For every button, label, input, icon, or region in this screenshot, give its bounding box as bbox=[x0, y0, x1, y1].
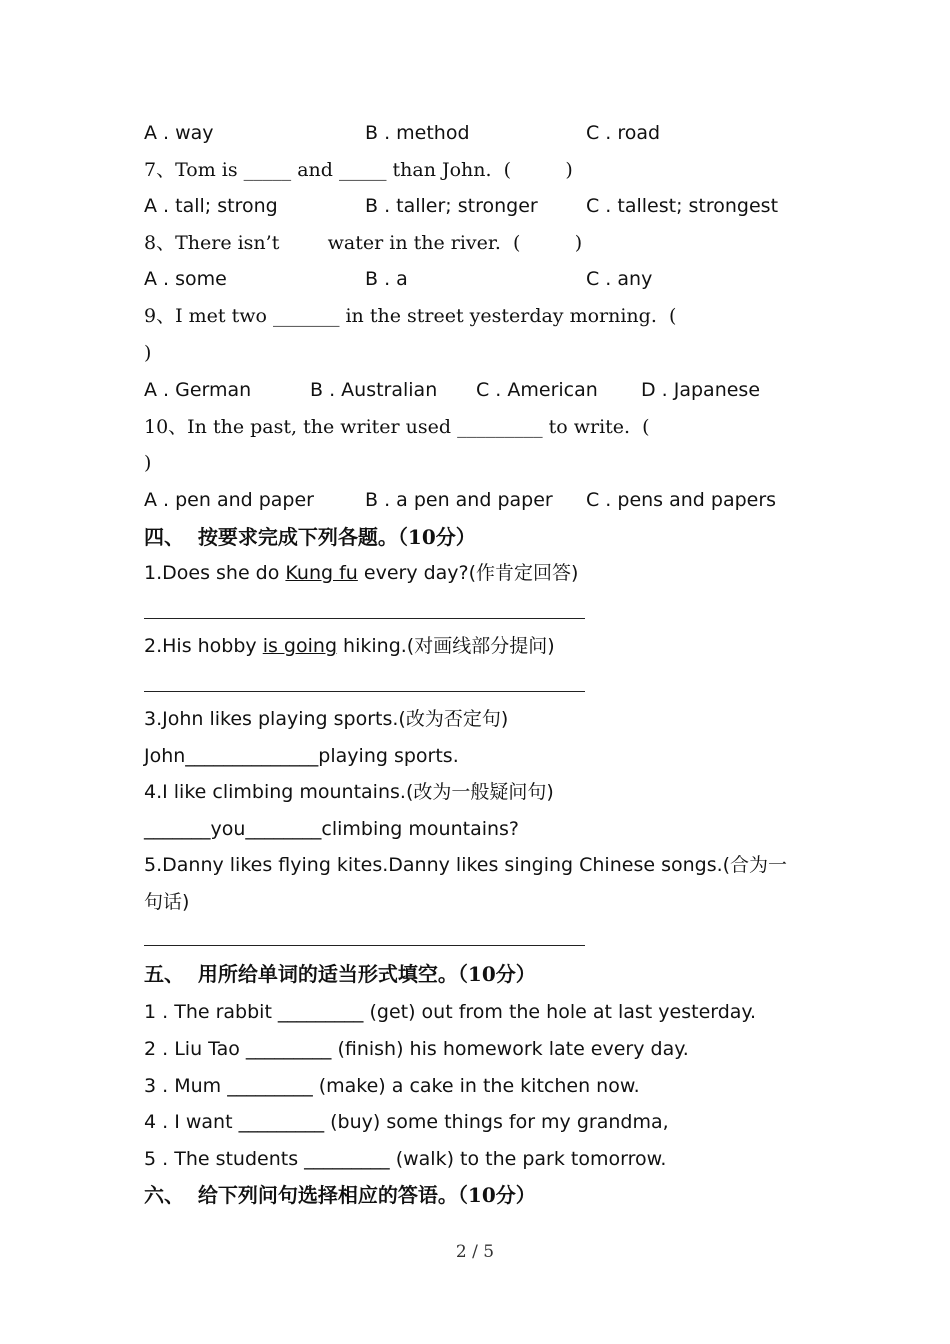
q10-option-a: A . pen and paper bbox=[144, 489, 314, 511]
q6-option-b: B . method bbox=[365, 122, 470, 144]
q7-option-a: A . tall; strong bbox=[144, 195, 278, 217]
q8-option-b: B . a bbox=[365, 268, 408, 290]
section4-item1-instruction: every day?(作肯定回答) bbox=[357, 562, 579, 584]
section5-title: 五、 用所给单词的适当形式填空。（10分） bbox=[144, 962, 536, 986]
section4-item2-underlined: is going bbox=[262, 635, 338, 657]
q9-option-a: A . German bbox=[144, 379, 252, 401]
q8-stem: 8、There isn’t water in the river. ( ) bbox=[144, 232, 583, 254]
q10-paren: ) bbox=[144, 452, 152, 474]
section4-item1 bbox=[144, 561, 578, 585]
q7-option-b: B . taller; stronger bbox=[365, 195, 538, 217]
q10-option-b: B . a pen and paper bbox=[365, 489, 553, 511]
q6-option-c: C . road bbox=[586, 122, 661, 144]
section4-item2-text: 2.His hobby bbox=[144, 635, 263, 657]
q7-option-c: C . tallest; strongest bbox=[586, 195, 779, 217]
section5-item: 2 . Liu Tao _________ (finish) his homework late every day. bbox=[144, 1038, 689, 1060]
q9-paren: ) bbox=[144, 342, 152, 364]
section5-item: 3 . Mum _________ (make) a cake in the kitchen now. bbox=[144, 1075, 640, 1097]
section4-item3-blank: John______________playing sports. bbox=[144, 745, 459, 767]
q10-option-c: C . pens and papers bbox=[586, 489, 777, 511]
q9-option-c: C . American bbox=[476, 379, 598, 401]
page-number: 2 / 5 bbox=[455, 1242, 495, 1262]
section4-item5-line2: 句话) bbox=[144, 891, 190, 913]
q10-stem: 10、In the past, the writer used _________ to write. ( bbox=[144, 416, 650, 438]
q6-option-a: A . way bbox=[144, 122, 214, 144]
q8-option-a: A . some bbox=[144, 268, 227, 290]
section5-item: 5 . The students _________ (walk) to the park tomorrow. bbox=[144, 1148, 667, 1170]
answer-line bbox=[144, 945, 585, 946]
section5-item: 4 . I want _________ (buy) some things for my grandma, bbox=[144, 1111, 669, 1133]
answer-line bbox=[144, 618, 585, 619]
q9-stem: 9、I met two _______ in the street yesterday morning. ( bbox=[144, 305, 677, 327]
answer-line bbox=[144, 691, 585, 692]
section4-item5-line1: 5.Danny likes flying kites.Danny likes singing Chinese songs.(合为一 bbox=[144, 854, 788, 876]
section4-item4-blank: _______you________climbing mountains? bbox=[144, 818, 520, 840]
section5-item: 1 . The rabbit _________ (get) out from the hole at last yesterday. bbox=[144, 1001, 757, 1023]
section4-item1-text: 1.Does she do bbox=[144, 562, 286, 584]
q9-option-d: D . Japanese bbox=[641, 379, 761, 401]
section4-item3: 3.John likes playing sports.(改为否定句) bbox=[144, 708, 509, 730]
section4-item1-underlined: Kung fu bbox=[285, 562, 358, 584]
section4-item4: 4.I like climbing mountains.(改为一般疑问句) bbox=[144, 781, 554, 803]
section4-item2 bbox=[144, 634, 555, 658]
section4-item2-instruction: hiking.(对画线部分提问) bbox=[337, 635, 555, 657]
q9-option-b: B . Australian bbox=[310, 379, 438, 401]
q8-option-c: C . any bbox=[586, 268, 653, 290]
q7-stem: 7、Tom is _____ and _____ than John. ( ) bbox=[144, 159, 573, 181]
section6-title: 六、 给下列问句选择相应的答语。（10分） bbox=[144, 1183, 536, 1207]
section4-title: 四、 按要求完成下列各题。（10分） bbox=[144, 525, 476, 549]
